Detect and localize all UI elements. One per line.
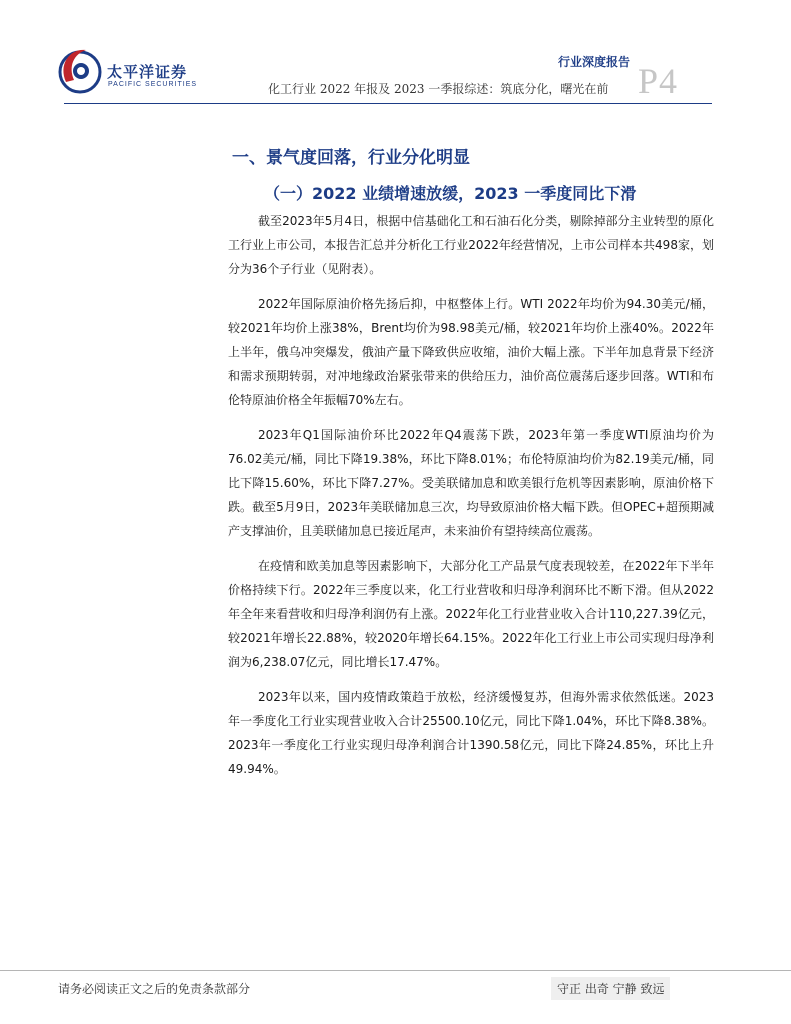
pacific-logo-icon — [56, 42, 104, 98]
report-type-label: 行业深度报告 — [557, 55, 630, 69]
report-subtitle: 化工行业 2022 年报及 2023 一季报综述：筑底分化，曙光在前 — [268, 82, 609, 96]
footer-disclaimer: 请务必阅读正文之后的免责条款部分 — [58, 982, 251, 996]
footer-slogan: 守正 出奇 宁静 致远 — [551, 977, 670, 1000]
footer-divider — [0, 970, 791, 971]
logo-english-name: PACIFIC SECURITIES — [108, 81, 198, 88]
body-text — [228, 209, 714, 792]
paragraph: 截至2023年5月4日，根据中信基础化工和石油石化分类，剔除掉部分主业转型的原化工行业上市公司，本报告汇总并分析化工行业2022年经营情况，上市公司样本共498家，划分为36个子行业（见附表）。 — [228, 214, 714, 276]
logo-chinese-name: 太平洋证券 — [107, 63, 188, 81]
paragraph: 2022年国际原油价格先扬后抑，中枢整体上行。WTI 2022年均价为94.30美元/桶，较2021年均价上涨38%，Brent均价为98.98美元/桶，较2021年均价上涨40%。2022年上半年，俄乌冲突爆发，俄油产量下降致供应收缩，油价大幅上涨。下半年加息背景下经济和需求预期转弱，对冲地缘政治紧张带来的供给压力，油价高位震荡后逐步回落。WTI和布伦特原油价格全年振幅70%左右。 — [228, 297, 714, 407]
paragraph: 2023年以来，国内疫情政策趋于放松，经济缓慢复苏，但海外需求依然低迷。2023年一季度化工行业实现营业收入合计25500.10亿元，同比下降1.04%，环比下降8.38%。2023年一季度化工行业实现归母净利润合计1390.58亿元，同比下降24.85%，环比上升49.94%。 — [228, 690, 714, 776]
subsection-title: （一）2022 业绩增速放缓，2023 一季度同比下滑 — [264, 184, 637, 203]
page-number: P4 — [638, 61, 679, 101]
section-title: 一、景气度回落，行业分化明显 — [232, 148, 470, 168]
paragraph: 在疫情和欧美加息等因素影响下，大部分化工产品景气度表现较差，在2022年下半年价格持续下行。2022年三季度以来，化工行业营收和归母净利润环比不断下滑。但从2022年全年来看营收和归母净利润仍有上涨。2022年化工行业营业收入合计110,227.39亿元，较2021年增长22.88%，较2020年增长64.15%。2022年化工行业上市公司实现归母净利润为6,238.07亿元，同比增长17.47%。 — [228, 559, 714, 669]
paragraph: 2023年Q1国际油价环比2022年Q4震荡下跌，2023年第一季度WTI原油均价为76.02美元/桶，同比下降19.38%，环比下降8.01%；布伦特原油均价为82.19美元/桶，同比下降15.60%，环比下降7.27%。受美联储加息和欧美银行危机等因素影响，原油价格下跌。截至5月9日，2023年美联储加息三次，均导致原油价格大幅下跌。但OPEC+超预期减产支撑油价，且美联储加息已接近尾声，未来油价有望持续高位震荡。 — [228, 428, 714, 538]
company-logo — [56, 42, 216, 98]
header-divider — [64, 103, 712, 104]
